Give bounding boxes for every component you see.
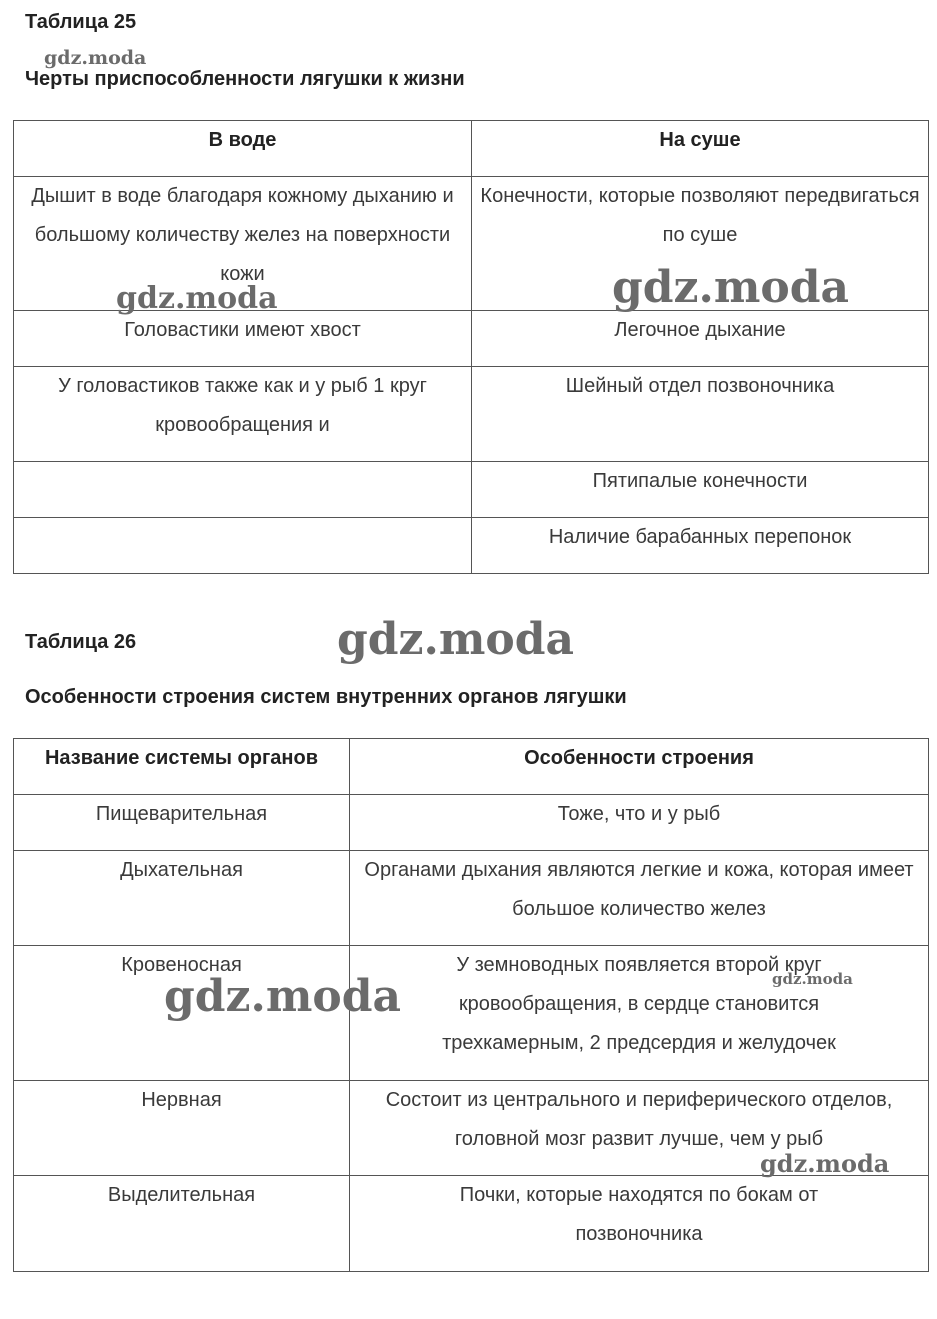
table-26 (13, 738, 929, 1272)
table-cell: Шейный отдел позвоночника (472, 367, 929, 462)
table-row (14, 1176, 929, 1272)
watermark-logo: gdz.moda (772, 970, 853, 988)
column-header-features: Особенности строения (350, 739, 929, 795)
table-25-heading: Таблица 25 (25, 11, 137, 33)
table-cell: Дышит в воде благодаря кожному дыханию и большому количеству желез на поверхности кожи (14, 177, 472, 311)
table-row (14, 177, 929, 311)
table-25 (13, 120, 929, 574)
column-header-water: В воде (14, 121, 472, 177)
table-cell: Кровеносная (14, 946, 350, 1081)
watermark-logo: gdz.moda (760, 1149, 890, 1178)
table-cell: Пятипалые конечности (472, 462, 929, 518)
watermark-logo: gdz.moda (164, 971, 402, 1022)
watermark-logo: gdz.moda (337, 614, 575, 665)
table-cell: Нервная (14, 1081, 350, 1176)
table-header-row (14, 739, 929, 795)
table-row (14, 518, 929, 574)
column-header-land: На суше (472, 121, 929, 177)
table-row (14, 1081, 929, 1176)
table-cell: Легочное дыхание (472, 311, 929, 367)
column-header-system: Название системы органов (14, 739, 350, 795)
table-cell: У земноводных появляется второй круг кровообращения, в сердце становится трехкамерным, 2 предсердия и желудочек (350, 946, 929, 1081)
table-cell: Состоит из центрального и периферического отделов, головной мозг развит лучше, чем у рыб (350, 1081, 929, 1176)
watermark-logo: gdz.moda (612, 262, 850, 313)
table-cell: Головастики имеют хвост (14, 311, 472, 367)
table-row (14, 851, 929, 946)
table-row (14, 462, 929, 518)
table-cell: Органами дыхания являются легкие и кожа, которая имеет большое количество желез (350, 851, 929, 946)
watermark-logo: gdz.moda (44, 47, 147, 69)
table-row (14, 367, 929, 462)
table-row (14, 795, 929, 851)
table-header-row (14, 121, 929, 177)
table-cell: Наличие барабанных перепонок (472, 518, 929, 574)
table-cell (14, 462, 472, 518)
table-cell: Выделительная (14, 1176, 350, 1272)
table-row (14, 946, 929, 1081)
table-cell (14, 518, 472, 574)
watermark-logo: gdz.moda (116, 281, 278, 316)
table-26-title: Особенности строения систем внутренних органов лягушки (25, 686, 627, 708)
table-cell: Пищеварительная (14, 795, 350, 851)
table-cell: Конечности, которые позволяют передвигаться по суше (472, 177, 929, 311)
table-cell: Дыхательная (14, 851, 350, 946)
table-cell: Почки, которые находятся по бокам от позвоночника (350, 1176, 929, 1272)
table-row (14, 311, 929, 367)
table-26-heading: Таблица 26 (25, 631, 137, 653)
table-cell: Тоже, что и у рыб (350, 795, 929, 851)
table-25-title: Черты приспособленности лягушки к жизни (25, 68, 465, 90)
table-cell: У головастиков также как и у рыб 1 круг кровообращения и (14, 367, 472, 462)
